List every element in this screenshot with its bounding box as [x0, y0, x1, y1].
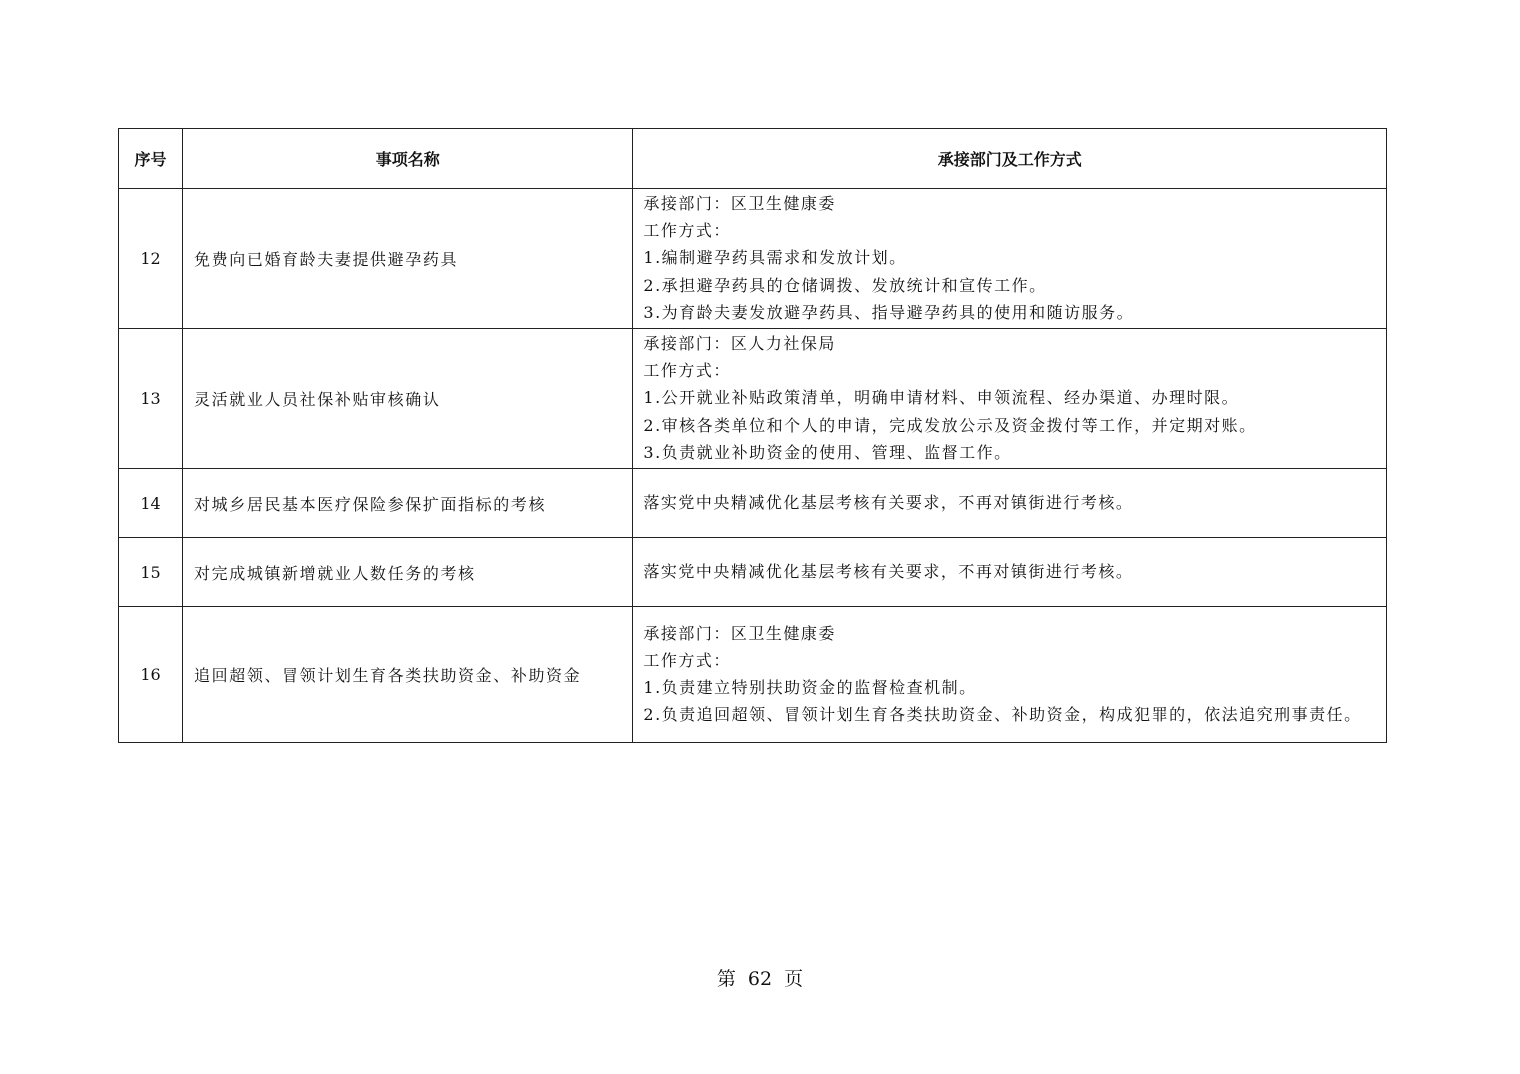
- table-row: [119, 538, 1387, 607]
- row-name: 对城乡居民基本医疗保险参保扩面指标的考核: [183, 469, 633, 538]
- header-dept: 承接部门及工作方式: [633, 129, 1387, 189]
- dept-line: 3.为育龄夫妻发放避孕药具、指导避孕药具的使用和随访服务。: [643, 302, 1135, 322]
- page-number: 62: [747, 968, 773, 990]
- dept-line: 落实党中央精减优化基层考核有关要求，不再对镇街进行考核。: [643, 492, 1134, 512]
- dept-line: 工作方式：: [643, 221, 731, 241]
- page-prefix: 第: [716, 968, 736, 990]
- row-seq: 16: [119, 607, 183, 743]
- row-name: 免费向已婚育龄夫妻提供避孕药具: [183, 189, 633, 329]
- row-seq: 15: [119, 538, 183, 607]
- dept-line: 承接部门：区卫生健康委: [643, 623, 836, 643]
- dept-line: 承接部门：区人力社保局: [643, 334, 836, 354]
- row-dept: [633, 189, 1387, 329]
- table-row: [119, 329, 1387, 469]
- row-seq: 13: [119, 329, 183, 469]
- dept-line: 2.承担避孕药具的仓储调拨、发放统计和宣传工作。: [643, 275, 1047, 295]
- header-name: 事项名称: [183, 129, 633, 189]
- dept-line: 工作方式：: [643, 361, 731, 381]
- dept-line: 3.负责就业补助资金的使用、管理、监督工作。: [643, 442, 1012, 462]
- header-seq: 序号: [119, 129, 183, 189]
- row-dept: [633, 469, 1387, 538]
- table-row: [119, 189, 1387, 329]
- row-dept: [633, 607, 1387, 743]
- row-dept: [633, 329, 1387, 469]
- row-dept: [633, 538, 1387, 607]
- row-seq: 12: [119, 189, 183, 329]
- row-seq: 14: [119, 469, 183, 538]
- table-row: [119, 469, 1387, 538]
- dept-line: 2.负责追回超领、冒领计划生育各类扶助资金、补助资金，构成犯罪的，依法追究刑事责任。: [643, 705, 1362, 725]
- dept-line: 承接部门：区卫生健康委: [643, 194, 836, 213]
- dept-line: 1.编制避孕药具需求和发放计划。: [643, 248, 907, 268]
- dept-line: 1.负责建立特别扶助资金的监督检查机制。: [643, 678, 977, 698]
- table-header-row: [119, 129, 1387, 189]
- dept-line: 1.公开就业补贴政策清单，明确申请材料、申领流程、经办渠道、办理时限。: [643, 388, 1240, 408]
- dept-line: 2.审核各类单位和个人的申请，完成发放公示及资金拨付等工作，并定期对账。: [643, 415, 1257, 435]
- table-row: [119, 607, 1387, 743]
- matters-table: [118, 128, 1387, 743]
- dept-line: 工作方式：: [643, 650, 731, 670]
- row-name: 对完成城镇新增就业人数任务的考核: [183, 538, 633, 607]
- dept-line: 落实党中央精减优化基层考核有关要求，不再对镇街进行考核。: [643, 561, 1134, 581]
- page-suffix: 页: [784, 968, 804, 990]
- row-name: 灵活就业人员社保补贴审核确认: [183, 329, 633, 469]
- row-name: 追回超领、冒领计划生育各类扶助资金、补助资金: [183, 607, 633, 743]
- page-footer: [0, 964, 1520, 991]
